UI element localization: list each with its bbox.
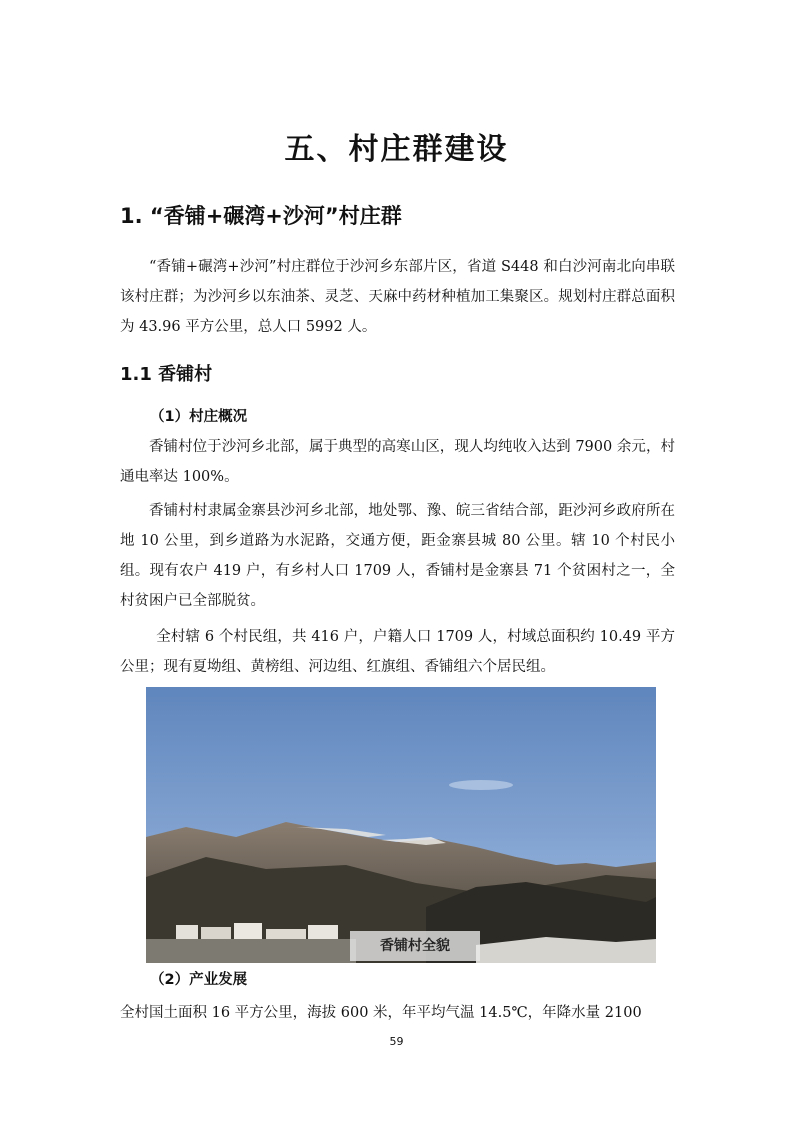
overview-heading: （1）村庄概况 [150, 409, 248, 425]
subsection-heading: 1.1 香铺村 [120, 364, 213, 385]
village-panorama-photo [146, 687, 656, 963]
section-intro-paragraph: “香铺+碾湾+沙河”村庄群位于沙河乡东部片区，省道 S448 和白沙河南北向串联该村庄群；为沙河乡以东油茶、灵芝、天麻中药材种植加工集聚区。规划村庄群总面积为 43.96 平方公里，总人口 5992 人。 [120, 259, 675, 335]
industry-paragraph: 全村国土面积 16 平方公里，海拔 600 米，年平均气温 14.5℃，年降水量 2100 [120, 1005, 642, 1021]
photo-caption: 香铺村全貌 [350, 931, 480, 961]
section-heading: 1. “香铺+碾湾+沙河”村庄群 [120, 204, 402, 228]
overview-paragraph-1: 香铺村位于沙河乡北部，属于典型的高寒山区，现人均纯收入达到 7900 余元，村通电率达 100%。 [120, 439, 675, 485]
overview-paragraph-2: 香铺村村隶属金寨县沙河乡北部，地处鄂、豫、皖三省结合部，距沙河乡政府所在地 10 公里，到乡道路为水泥路，交通方便，距金寨县城 80 公里。辖 10 个村民小组。现有农户 419 户，有乡村人口 1709 人，香铺村是金寨县 71 个贫困村之一，全村贫困户已全部脱贫。 [120, 503, 675, 609]
overview-paragraph-3: 全村辖 6 个村民组，共 416 户，户籍人口 1709 人，村域总面积约 10.49 平方公里；现有夏坳组、黄榜组、河边组、红旗组、香铺组六个居民组。 [120, 629, 675, 675]
page-number: 59 [389, 1035, 404, 1048]
mountain-landscape-image [146, 687, 656, 963]
chapter-title: 五、村庄群建设 [284, 132, 509, 167]
industry-heading: （2）产业发展 [150, 972, 248, 988]
